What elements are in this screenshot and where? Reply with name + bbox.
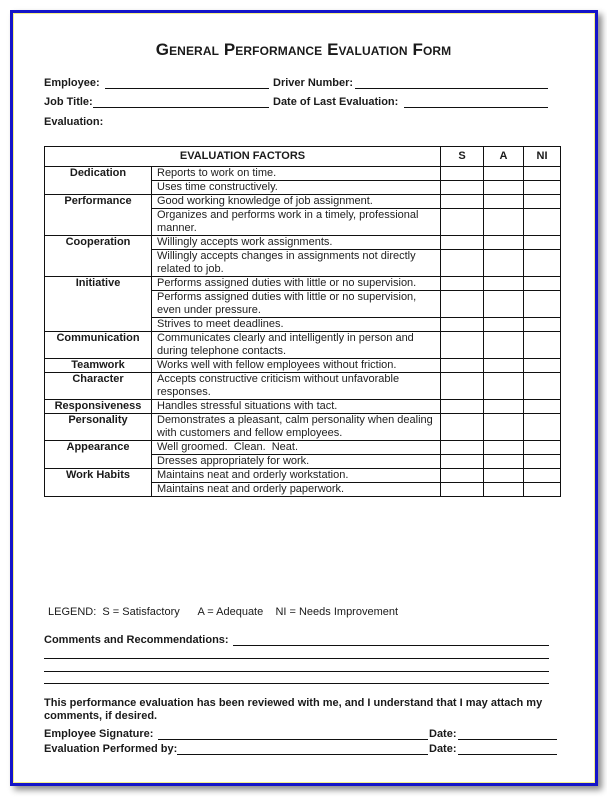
table-header-row	[45, 147, 561, 167]
header-evaluation-factors: EVALUATION FACTORS	[45, 147, 441, 167]
rating-s-cell[interactable]	[441, 332, 484, 359]
date-last-evaluation-field[interactable]	[404, 107, 548, 108]
evaluation-table	[44, 146, 561, 497]
factor-description: Dresses appropriately for work.	[152, 455, 441, 469]
rating-ni-cell[interactable]	[524, 332, 561, 359]
factor-description: Accepts constructive criticism without unfavorable responses.	[152, 373, 441, 400]
evaluator-date-field[interactable]	[458, 754, 557, 755]
rating-a-cell[interactable]	[484, 277, 524, 291]
table-row	[45, 400, 561, 414]
employee-date-field[interactable]	[458, 739, 557, 740]
factor-description: Reports to work on time.	[152, 167, 441, 181]
table-row	[45, 236, 561, 250]
category-character: Character	[45, 373, 152, 400]
factor-description: Maintains neat and orderly workstation.	[152, 469, 441, 483]
comments-line-1[interactable]	[233, 645, 549, 646]
rating-a-cell[interactable]	[484, 414, 524, 441]
rating-a-cell[interactable]	[484, 318, 524, 332]
rating-ni-cell[interactable]	[524, 181, 561, 195]
rating-ni-cell[interactable]	[524, 414, 561, 441]
rating-a-cell[interactable]	[484, 400, 524, 414]
rating-ni-cell[interactable]	[524, 400, 561, 414]
rating-s-cell[interactable]	[441, 414, 484, 441]
rating-s-cell[interactable]	[441, 167, 484, 181]
employee-signature-label: Employee Signature:	[44, 728, 154, 740]
rating-a-cell[interactable]	[484, 250, 524, 277]
rating-s-cell[interactable]	[441, 318, 484, 332]
category-work-habits: Work Habits	[45, 469, 152, 497]
table-row	[45, 332, 561, 359]
rating-s-cell[interactable]	[441, 277, 484, 291]
rating-a-cell[interactable]	[484, 455, 524, 469]
table-row	[45, 277, 561, 291]
acknowledgement-text: This performance evaluation has been reviewed with me, and I understand that I may attach my comments, if desired.	[44, 697, 543, 722]
rating-s-cell[interactable]	[441, 483, 484, 497]
date-last-evaluation-label: Date of Last Evaluation:	[273, 96, 399, 108]
employee-field[interactable]	[105, 88, 269, 89]
job-title-field[interactable]	[93, 107, 269, 108]
factor-description: Organizes and performs work in a timely, professional manner.	[152, 209, 441, 236]
rating-s-cell[interactable]	[441, 291, 484, 318]
factor-description: Willingly accepts changes in assignments not directly related to job.	[152, 250, 441, 277]
category-appearance: Appearance	[45, 441, 152, 469]
rating-ni-cell[interactable]	[524, 441, 561, 455]
rating-a-cell[interactable]	[484, 332, 524, 359]
rating-ni-cell[interactable]	[524, 291, 561, 318]
factor-description: Good working knowledge of job assignment.	[152, 195, 441, 209]
factor-description: Communicates clearly and intelligently in person and during telephone contacts.	[152, 332, 441, 359]
rating-ni-cell[interactable]	[524, 359, 561, 373]
rating-a-cell[interactable]	[484, 291, 524, 318]
rating-ni-cell[interactable]	[524, 195, 561, 209]
table-row	[45, 414, 561, 441]
factor-description: Uses time constructively.	[152, 181, 441, 195]
comments-line-3[interactable]	[44, 671, 549, 672]
job-title-label: Job Title:	[44, 96, 93, 108]
rating-s-cell[interactable]	[441, 400, 484, 414]
rating-s-cell[interactable]	[441, 195, 484, 209]
rating-ni-cell[interactable]	[524, 318, 561, 332]
evaluation-performed-by-label: Evaluation Performed by:	[44, 743, 178, 755]
rating-s-cell[interactable]	[441, 209, 484, 236]
rating-a-cell[interactable]	[484, 209, 524, 236]
rating-ni-cell[interactable]	[524, 455, 561, 469]
factor-description: Strives to meet deadlines.	[152, 318, 441, 332]
category-responsiveness: Responsiveness	[45, 400, 152, 414]
category-cooperation: Cooperation	[45, 236, 152, 277]
table-row	[45, 359, 561, 373]
comments-line-4[interactable]	[44, 683, 549, 684]
employee-label: Employee:	[44, 77, 100, 89]
rating-ni-cell[interactable]	[524, 250, 561, 277]
category-initiative: Initiative	[45, 277, 152, 332]
rating-s-cell[interactable]	[441, 455, 484, 469]
rating-ni-cell[interactable]	[524, 236, 561, 250]
rating-a-cell[interactable]	[484, 195, 524, 209]
category-dedication: Dedication	[45, 167, 152, 195]
evaluation-label: Evaluation:	[44, 116, 104, 128]
category-personality: Personality	[45, 414, 152, 441]
category-performance: Performance	[45, 195, 152, 236]
factor-description: Well groomed. Clean. Neat.	[152, 441, 441, 455]
rating-s-cell[interactable]	[441, 441, 484, 455]
evaluator-date-label: Date:	[429, 743, 457, 755]
rating-ni-cell[interactable]	[524, 469, 561, 483]
factor-description: Maintains neat and orderly paperwork.	[152, 483, 441, 497]
table-row	[45, 167, 561, 181]
rating-a-cell[interactable]	[484, 359, 524, 373]
form-title: General Performance Evaluation Form	[155, 40, 452, 59]
factor-description: Works well with fellow employees without friction.	[152, 359, 441, 373]
employee-date-label: Date:	[429, 728, 457, 740]
table-row	[45, 441, 561, 455]
rating-s-cell[interactable]	[441, 373, 484, 400]
header-a: A	[484, 147, 524, 167]
driver-number-field[interactable]	[355, 88, 548, 89]
rating-a-cell[interactable]	[484, 373, 524, 400]
rating-a-cell[interactable]	[484, 167, 524, 181]
table-row	[45, 469, 561, 483]
rating-legend: LEGEND: S = Satisfactory A = Adequate NI = Needs Improvement	[48, 606, 399, 618]
rating-s-cell[interactable]	[441, 359, 484, 373]
rating-a-cell[interactable]	[484, 181, 524, 195]
factor-description: Willingly accepts work assignments.	[152, 236, 441, 250]
table-row	[45, 373, 561, 400]
factor-description: Handles stressful situations with tact.	[152, 400, 441, 414]
category-communication: Communication	[45, 332, 152, 359]
rating-ni-cell[interactable]	[524, 483, 561, 497]
employee-signature-field[interactable]	[158, 739, 428, 740]
driver-number-label: Driver Number:	[273, 77, 354, 89]
factor-description: Demonstrates a pleasant, calm personality when dealing with customers and fellow employees.	[152, 414, 441, 441]
rating-a-cell[interactable]	[484, 483, 524, 497]
category-teamwork: Teamwork	[45, 359, 152, 373]
rating-ni-cell[interactable]	[524, 209, 561, 236]
factor-description: Performs assigned duties with little or no supervision, even under pressure.	[152, 291, 441, 318]
rating-a-cell[interactable]	[484, 469, 524, 483]
header-s: S	[441, 147, 484, 167]
factor-description: Performs assigned duties with little or no supervision.	[152, 277, 441, 291]
evaluator-signature-field[interactable]	[177, 754, 428, 755]
comments-line-2[interactable]	[44, 658, 549, 659]
header-ni: NI	[524, 147, 561, 167]
rating-ni-cell[interactable]	[524, 277, 561, 291]
rating-a-cell[interactable]	[484, 236, 524, 250]
rating-ni-cell[interactable]	[524, 167, 561, 181]
rating-s-cell[interactable]	[441, 469, 484, 483]
rating-s-cell[interactable]	[441, 250, 484, 277]
rating-a-cell[interactable]	[484, 441, 524, 455]
comments-label: Comments and Recommendations:	[44, 634, 229, 646]
rating-s-cell[interactable]	[441, 236, 484, 250]
rating-ni-cell[interactable]	[524, 373, 561, 400]
table-row	[45, 195, 561, 209]
rating-s-cell[interactable]	[441, 181, 484, 195]
